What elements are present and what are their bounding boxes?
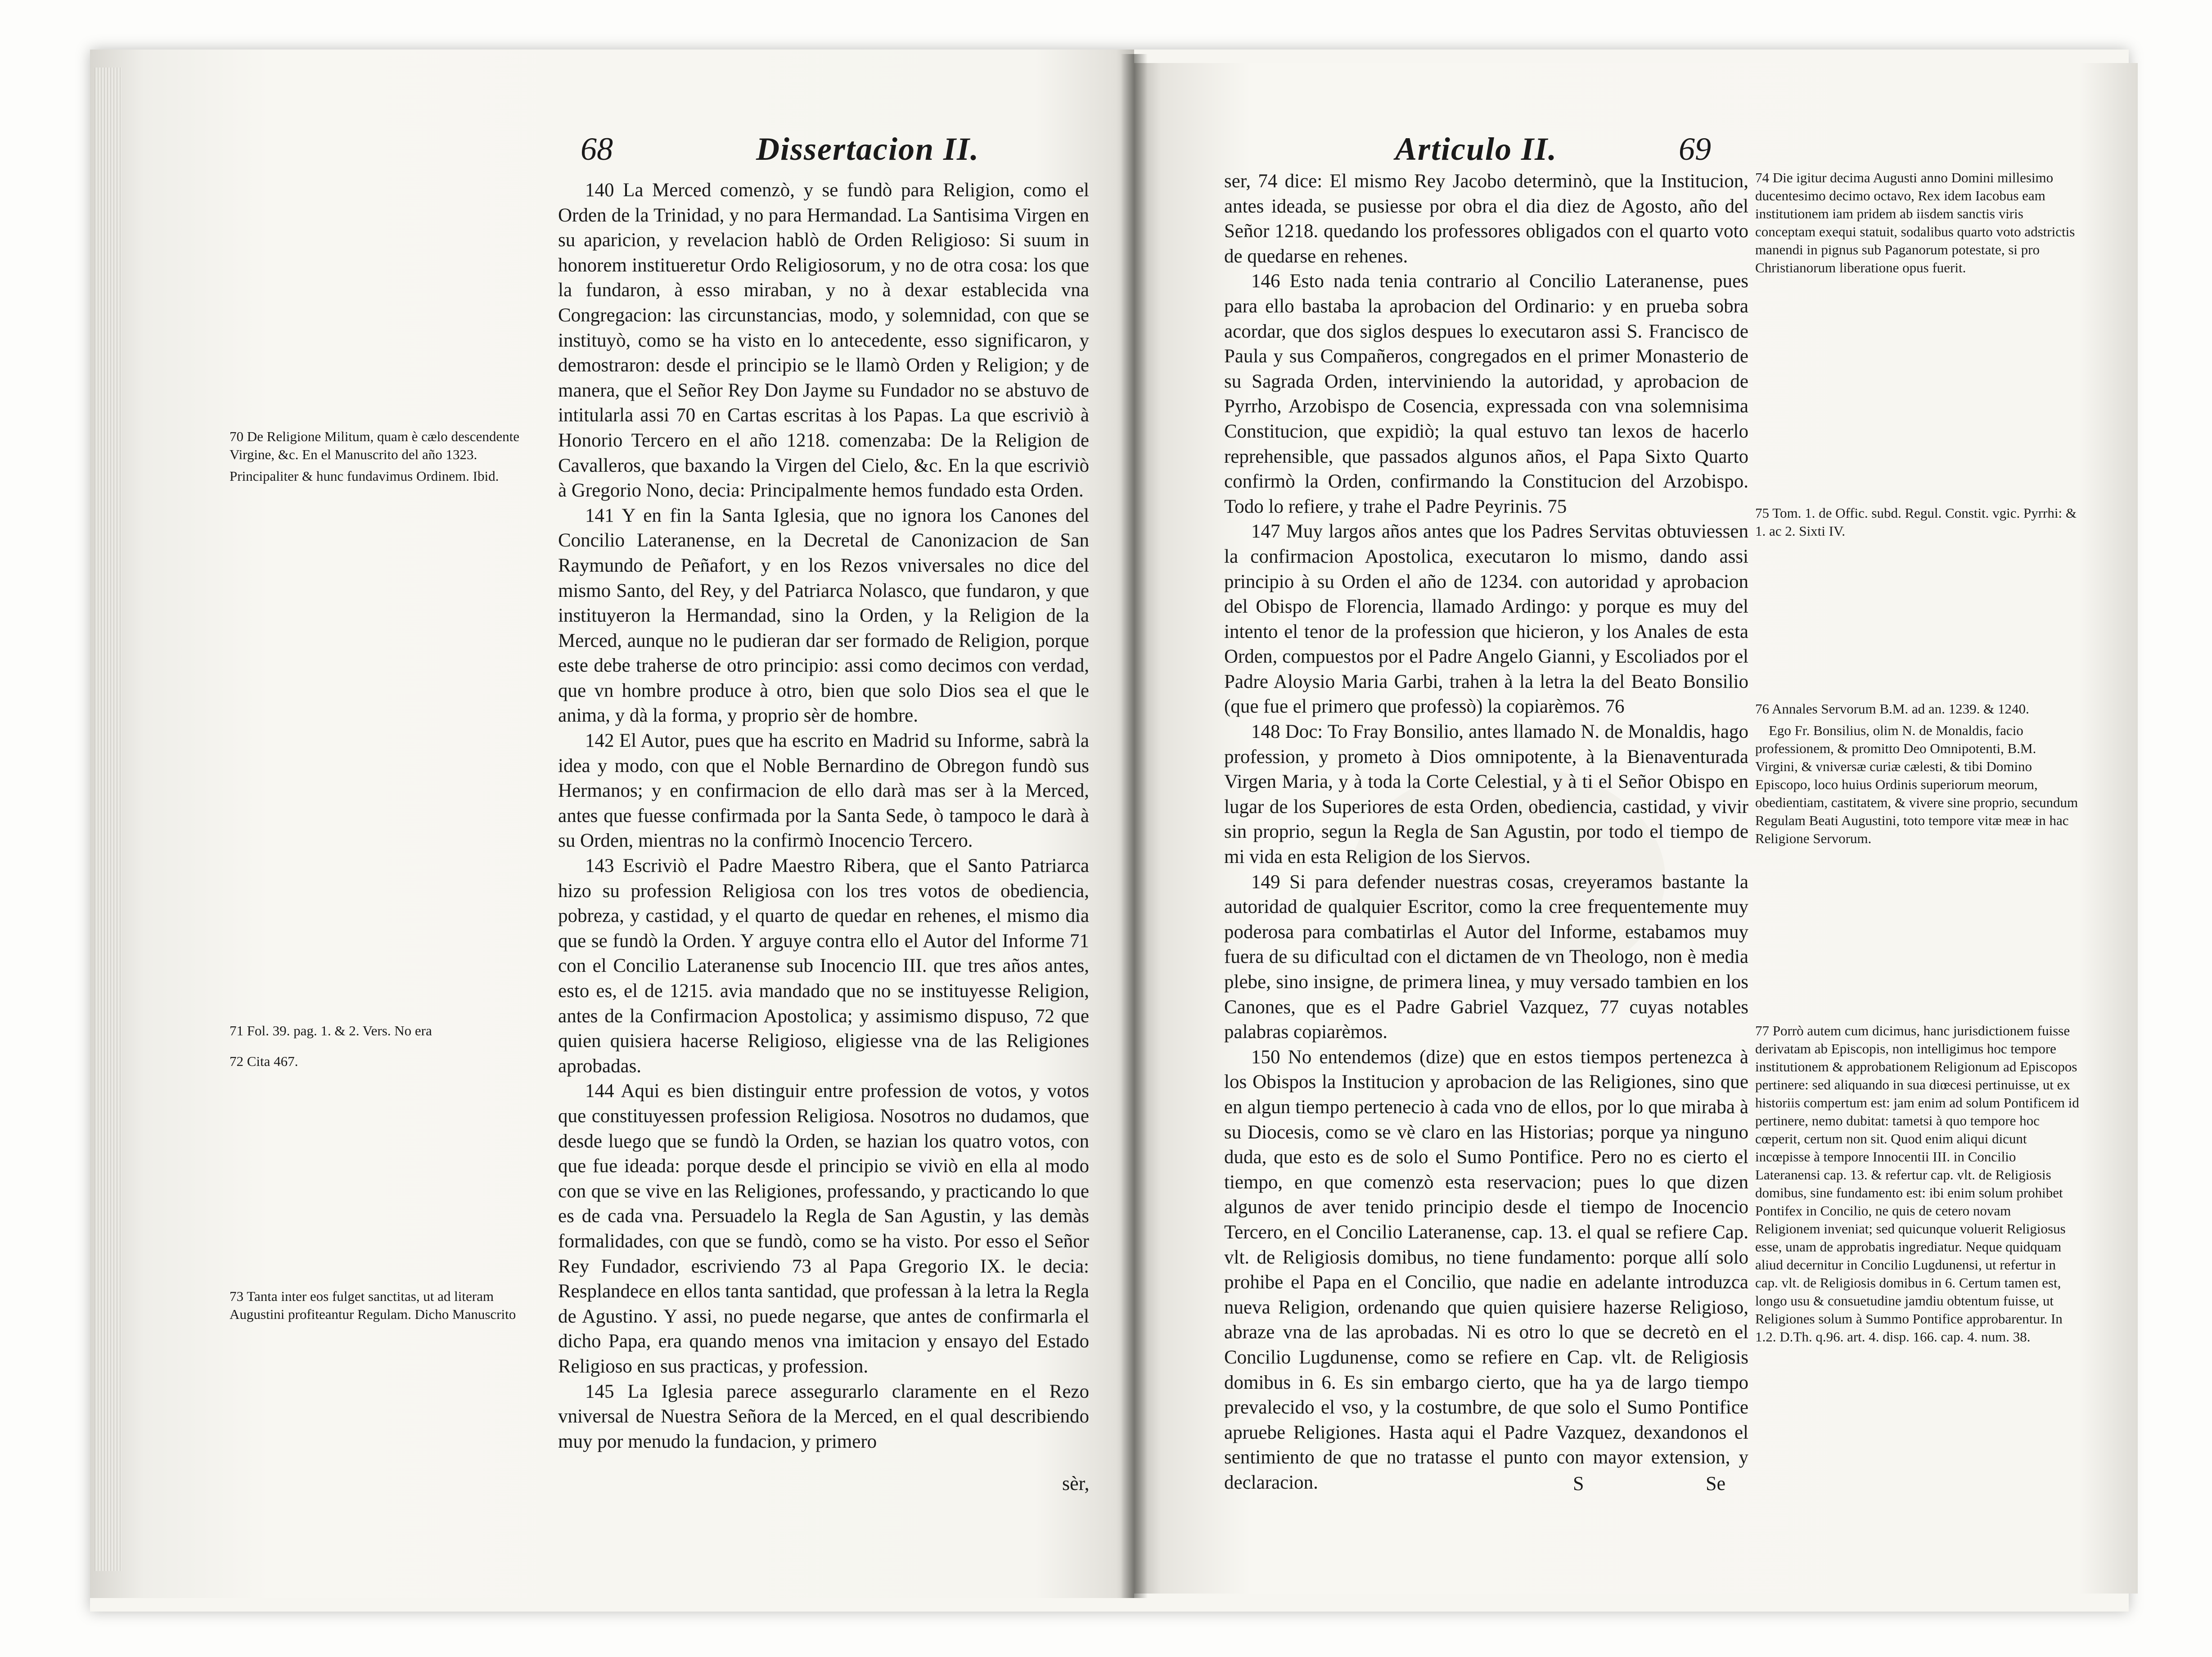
note-74-block <box>1755 169 2079 280</box>
paragraph-144: 144 Aqui es bien distinguir entre profession de votos, y votos que constituyessen profession Religiosa. Nosotros no dudamos, que desde luego que se fundò la Orden, se hazian los quatro votos, con que fue ideada: porque desde el principio se viviò en ella al modo con que se vive en las Religiones, professando, y practicando lo que es de cada vna. Persuadelo la Regla de San Agustin, y las demàs formalidades, con que se fundò, como se ha visto. Por esso el Señor Rey Fundador, escriviendo 73 al Papa Gregorio IX. le decia: Resplandece en ellos tanta santidad, que professan à la letra la Regla de Agustino. Y assi, no puede negarse, que antes de confirmarla el dicho Papa, era quando menos vna imitacion y ensayo del Estado Religioso en sus practicas, y profession. <box>558 1080 1089 1377</box>
left-catchword: sèr, <box>1062 1472 1090 1494</box>
note-77-block <box>1755 1022 2079 1350</box>
paragraph-150: 150 No entendemos (dize) que en estos tiempos pertenezca à los Obispos la Institucion y aprobacion de las Religiones, sino que en algun tiempo pertenecio à cada vno de ellos, por lo que miraba à su Diocesis, como se vè claro en las Historias; porque ya ninguno duda, que esto es de solo el Sumo Pontifice. Pero no es cierto el tiempo, en que comenzò esta reservacion; pues lo que dizen algunos de aver tenido principio desde el tiempo de Inocencio Tercero, en el Concilio Lateranense, cap. 13. el qual se refiere Cap. vlt. de Religiosis domibus, no tiene fundamento: porque allí solo prohibe el Papa en el Concilio, que nadie en adelante introduzca nueva Religion, ordenando que quien quisiere hazerse Religioso, abraze vna de las aprobadas. Ni es otro lo que se decretò en el Concilio Lugdunense, como se refiere en Cap. vlt. de Religiosis domibus in 6. Es sin embargo cierto, que ha ya de largo tiempo prevalecido el vso, y la costumbre, de que solo el Sumo Pontifice apruebe Religiones. Hasta aqui el Padre Vazquez, dexandonos el sentimiento de que no tratasse el punto con mayor extension, y declaracion. <box>1224 1046 1748 1493</box>
note-75: 75 Tom. 1. de Offic. subd. Regul. Constit. vgic. Pyrrhi: & 1. ac 2. Sixti IV. <box>1755 505 2077 539</box>
paragraph-146: 146 Esto nada tenia contrario al Concilio Lateranense, pues para ello bastaba la aprobacion del Ordinario: y en prueba sobra acordar, que dos siglos despues lo executaron assi S. Francisco de Paula y sus Compañeros, congregados en el primer Monasterio de su Sagrada Orden, interviniendo la autoridad, y aprobacion de Pyrrho, Arzobispo de Cosencia, expressada con vna solemnisima Constitucion, que expidiò; la qual estuvo tan lexos de hacerlo reprehensible, que passados algunos años, el Papa Sixto Quarto confirmò la Orden, confirmando la Constitucion del Arzobispo. Todo lo refiere, y trahe el Padre Peyrinis. 75 <box>1224 271 1748 517</box>
paragraph-140: 140 La Merced comenzò, y se fundò para Religion, como el Orden de la Trinidad, y no para Hermandad. La Santisima Virgen en su aparicion, y revelacion hablò de Orden Religioso: Si suum in honorem institueretur Ordo Religiosorum, y no de otra cosa: los que la fundaron, à esso miraban, y no à dexar establecida vna Congregacion: las circunstancias, modo, y solemnidad, con que se instituyò, como se ha visto en lo antecedente, esso significaron, y demostraron: desde el principio se le llamò Orden y Religion; y de manera, que el Señor Rey Don Jayme su Fundador no se abstuvo de intitularla assi 70 en Cartas escritas à los Papas. La que escriviò à Honorio Tercero en el año 1218. comenzaba: De la Religion de Cavalleros, que baxando la Virgen del Cielo, &c. En la que escriviò à Gregorio Nono, decia: Principalmente hemos fundado esta Orden. <box>558 180 1089 501</box>
paragraph-142: 142 El Autor, pues que ha escrito en Madrid su Informe, sabrà la idea y modo, con que el Noble Bernardino de Obregon fundò sus Hermanos; y en confirmacion de ello darà mas ser à la Merced, antes que fuesse confirmada por la Santa Sede, ò tampoco le darà à su Orden, mientras no la confirmò Inocencio Tercero. <box>558 730 1089 852</box>
book-gutter <box>1121 54 1148 1598</box>
note-76-block <box>1755 700 2079 851</box>
page-edges <box>95 68 122 1571</box>
paragraph-141: 141 Y en fin la Santa Iglesia, que no ignora los Canones del Concilio Lateranense, en la Decretal de Canonizacion de San Raymundo de Peñafort, y en los Rezos vniversales no dice del mismo Santo, del Rey, y del Patriarca Nolasco, que fundaron, y que instituyeron la Hermandad, sino la Orden, y la Religion de la Merced, aunque no le pudieran dar ser formado de Religion, porque este debe traherse de otro principio: assi como decimos con verdad, que vn hombre produce à otro, bien que solo Dios sea el que le anima, y dà la forma, y proprio sèr de hombre. <box>558 505 1089 727</box>
note-70-ibid: Principaliter & hunc fundavimus Ordinem. Ibid. <box>230 468 499 484</box>
right-page-body <box>1224 169 1748 1495</box>
right-page-number: 69 <box>1679 131 1711 167</box>
left-running-head: Dissertacion II. <box>756 131 980 167</box>
left-margin-notes-top <box>230 428 540 489</box>
note-76: 76 Annales Servorum B.M. ad an. 1239. & 1240. <box>1755 701 2029 717</box>
left-page-number: 68 <box>581 131 613 167</box>
left-margin-notes-middle <box>230 1022 540 1074</box>
paragraph-147: 147 Muy largos años antes que los Padres Servitas obtuviessen la confirmacion Apostolica, executaron lo mismo, dando assi principio à su Orden el año de 1234. con autoridad y aprobacion del Obispo de Florencia, llamado Ardingo: y porque es muy del intento el tenor de la profession que hicieron, y los Anales de esta Orden, compuestos por el Padre Angelo Gianni, y Escoliados por el Padre Aloysio Maria Garbi, trahen à la letra la del Beato Bonsilio (que fue el primero que professò) la copiarèmos. 76 <box>1224 521 1748 718</box>
paragraph-149: 149 Si para defender nuestras cosas, creyeramos bastante la autoridad de qualquier Escritor, como la cree frequentemente muy poderosa para combatirlas el Autor del Informe, estabamos muy fuera de su dificultad con el dictamen de vn Theologo, non è media plebe, sino insigne, de primera linea, y muy versado tambien en los Canones, que es el Padre Gabriel Vazquez, 77 cuyas notables palabras copiarèmos. <box>1224 871 1748 1043</box>
signature-mark: S <box>1573 1472 1584 1494</box>
note-77: 77 Porrò autem cum dicimus, hanc jurisdictionem fuisse derivatam ab Episcopis, non intelligimus hoc tempore institutionem & approbationem Religionum ad Episcopos pertinere: sed aliquando in sua diœcesi pertinuisse, ut ex historiis compertum est: jam enim ad solum Pontificem id pertinere, nemo dubitat: tametsi à quo tempore hoc cœperit, certum non sit. Quod enim aliqui dicunt incœpisse à tempore Innocentii III. in Concilio Lateranensi cap. 13. & refertur cap. vlt. de Religiosis domibus, sine fundamento est: ibi enim solum prohibet Pontifex in Concilio, ne quis de cetero novam Religionem inveniat; sed quicunque voluerit Religiosus esse, unam de approbatis ingrediatur. Neque quidquam aliud decernitur in Concilio Lugdunensi, ut refertur in cap. vlt. de Religiosis domibus in 6. Certum tamen est, longo usu & consuetudine jamdiu obtentum fuisse, ut Religiones solum à Summo Pontifice approbarentur. In 1.2. D.Th. q.96. art. 4. disp. 166. cap. 4. num. 38. <box>1755 1023 2079 1345</box>
left-margin-notes-bottom <box>230 1287 540 1327</box>
note-73: 73 Tanta inter eos fulget sanctitas, ut ad literam Augustini profiteantur Regulam. Dicho Manuscrito <box>230 1288 516 1322</box>
paragraph-143: 143 Escriviò el Padre Maestro Ribera, que el Santo Patriarca hizo su profession Religiosa con los tres votos de obediencia, pobreza, y castidad, y el quarto de quedar en rehenes, el mismo dia que se fundò la Orden. Y arguye contra ello el Autor del Informe 71 con el Concilio Lateranense sub Inocencio III. que tres años antes, esto es, el de 1215. avia mandado que no se instituyesse Religion, antes de la Confirmacion Apostolica; y assimismo dispuso, 72 que quien quisiera hacerse Religioso, eligiesse vna de las Religiones aprobadas. <box>558 855 1089 1077</box>
note-71: 71 Fol. 39. pag. 1. & 2. Vers. No era <box>230 1023 432 1038</box>
right-running-head: Articulo II. <box>1395 131 1558 167</box>
note-70: 70 De Religione Militum, quam è cælo descendente Virgine, &c. En el Manuscrito del año 1323. <box>230 429 519 462</box>
left-page-body <box>558 178 1089 1454</box>
paragraph-145-continued: ser, 74 dice: El mismo Rey Jacobo determinò, que la Institucion, antes ideada, se pusiesse por obra el dia diez de Agosto, año del Señor 1218. quedando los professores obligados con el quarto voto de quedarse en rehenes. <box>1224 171 1748 267</box>
paragraph-148: 148 Doc: To Fray Bonsilio, antes llamado N. de Monaldis, hago profession, y prometo à Dios omnipotente, à la Bienaventurada Virgen Maria, y à toda la Corte Celestial, y à ti el Señor Obispo en lugar de los Superiores de esta Orden, obediencia, castidad, y vivir sin proprio, segun la Regla de San Agustin, por todo el tiempo de mi vida en esta Religion de los Siervos. <box>1224 721 1748 868</box>
note-76-latin: Ego Fr. Bonsilius, olim N. de Monaldis, facio professionem, & promitto Deo Omnipotenti, B.M. Virgini, & vniversæ curiæ cælesti, & tibi Domino Episcopo, loco huius Ordinis superiorum meorum, obedientiam, castitatem, & vivere sine proprio, secundum Regulam Beati Augustini, toto tempore vitæ meæ in hac Religione Servorum. <box>1755 722 2078 846</box>
note-75-block <box>1755 504 2079 544</box>
paragraph-145: 145 La Iglesia parece assegurarlo claramente en el Rezo vniversal de Nuestra Señora de la Merced, en el qual describiendo muy por menudo la fundacion, y primero <box>558 1381 1089 1452</box>
note-74: 74 Die igitur decima Augusti anno Domini millesimo ducentesimo decimo octavo, Rex idem Iacobus eam institutionem iam pridem ab iisdem sanctis viris conceptam exequi statuit, sodalibus quarto voto adstrictis manendi in pignus sub Paganorum potestate, si pro Christianorum liberatione opus fuerit. <box>1755 170 2075 275</box>
note-72: 72 Cita 467. <box>230 1053 298 1069</box>
right-catchword: Se <box>1706 1472 1725 1494</box>
